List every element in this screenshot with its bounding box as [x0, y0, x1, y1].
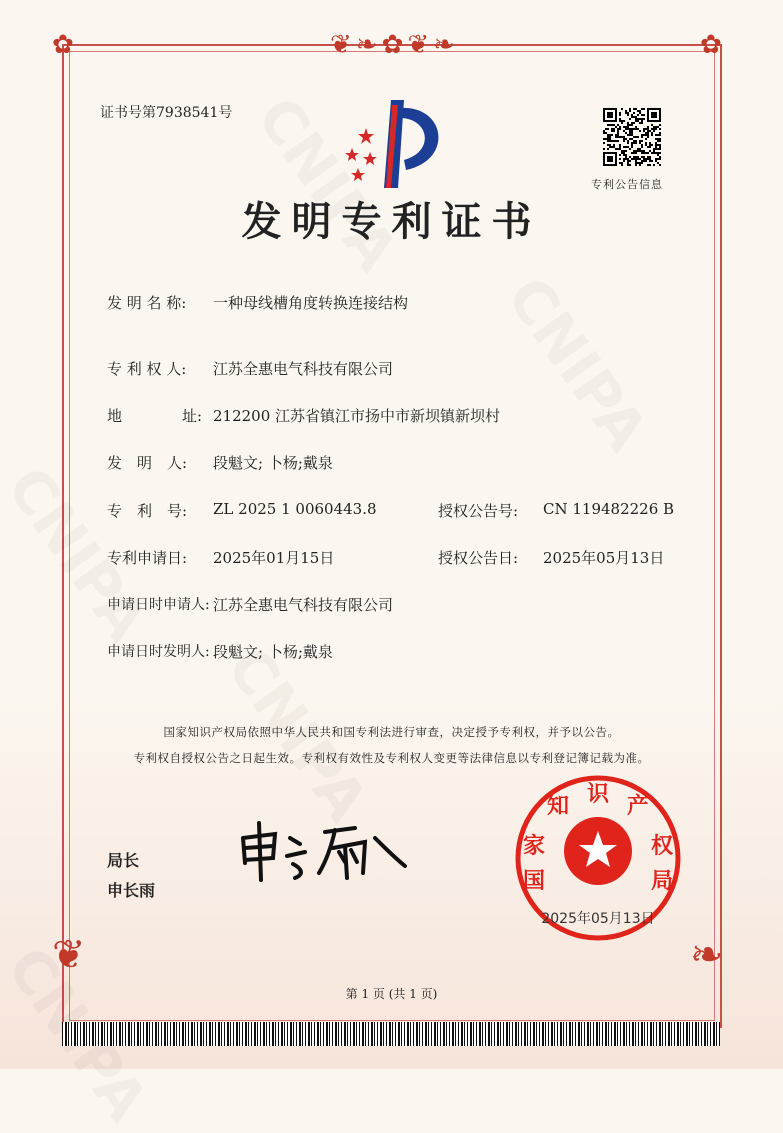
field-value: ZL 2025 1 0060443.8 — [213, 500, 377, 518]
field-label: 授权公告号: — [438, 502, 519, 520]
official-seal-icon — [506, 773, 690, 943]
field-label: 址: — [182, 407, 203, 425]
field-value: 212200 江苏省镇江市扬中市新坝镇新坝村 — [213, 407, 501, 425]
notice-line: 国家知识产权局依照中华人民共和国专利法进行审查，决定授予专利权，并予以公告。 — [163, 725, 620, 739]
field-label: 授权公告日: — [438, 549, 519, 567]
field-label: 地 — [107, 407, 123, 425]
svg-text:局: 局 — [650, 869, 674, 894]
svg-text:权: 权 — [650, 834, 674, 859]
barcode — [62, 1022, 720, 1046]
field-value: 江苏全惠电气科技有限公司 — [213, 596, 394, 614]
director-name: 申长雨 — [107, 881, 156, 900]
ornament-corner-icon: ✿ — [52, 30, 74, 60]
director-title: 局长 — [107, 851, 140, 870]
ornament-corner-icon: ❧ — [690, 932, 724, 978]
page-number: 第 1 页 (共 1 页) — [345, 987, 438, 1001]
field-value: 一种母线槽角度转换连接结构 — [213, 294, 409, 312]
field-label: 发 明 名 称: — [107, 294, 187, 312]
ornament-top-icon: ❦❧✿❦❧ — [330, 30, 459, 60]
qr-code-icon[interactable] — [603, 108, 661, 166]
seal-date: 2025年05月13日 — [541, 911, 655, 927]
qr-label: 专利公告信息 — [591, 178, 663, 191]
cnipa-logo-icon — [336, 100, 456, 190]
field-label: 专 利 权 人: — [107, 360, 187, 378]
field-label: 发 明 人: — [107, 454, 188, 472]
ornament-corner-icon: ✿ — [700, 30, 722, 60]
field-value: 段魁文; 卜杨;戴泉 — [213, 454, 333, 472]
page-title: 发明专利证书 — [241, 199, 542, 245]
svg-text:家: 家 — [522, 834, 546, 859]
svg-text:国: 国 — [522, 869, 546, 894]
field-value: 2025年01月15日 — [213, 549, 335, 567]
field-label: 专 利 号: — [107, 502, 188, 520]
field-label: 申请日时申请人: — [107, 597, 210, 613]
field-value: 2025年05月13日 — [543, 549, 665, 567]
svg-text:识: 识 — [586, 782, 610, 807]
svg-text:知: 知 — [546, 794, 570, 819]
svg-text:产: 产 — [626, 794, 650, 819]
ornament-corner-icon: ❦ — [52, 932, 86, 978]
signature-icon — [235, 818, 410, 883]
field-value: 江苏全惠电气科技有限公司 — [213, 360, 394, 378]
field-value: CN 119482226 B — [543, 500, 675, 518]
field-label: 申请日时发明人: — [107, 644, 210, 660]
field-value: 段魁文; 卜杨;戴泉 — [213, 643, 333, 661]
notice-line: 专利权自授权公告之日起生效。专利权有效性及专利权人变更等法律信息以专利登记簿记载为准。 — [133, 751, 650, 765]
certificate-number: 证书号第7938541号 — [100, 105, 233, 121]
field-label: 专利申请日: — [107, 549, 188, 567]
